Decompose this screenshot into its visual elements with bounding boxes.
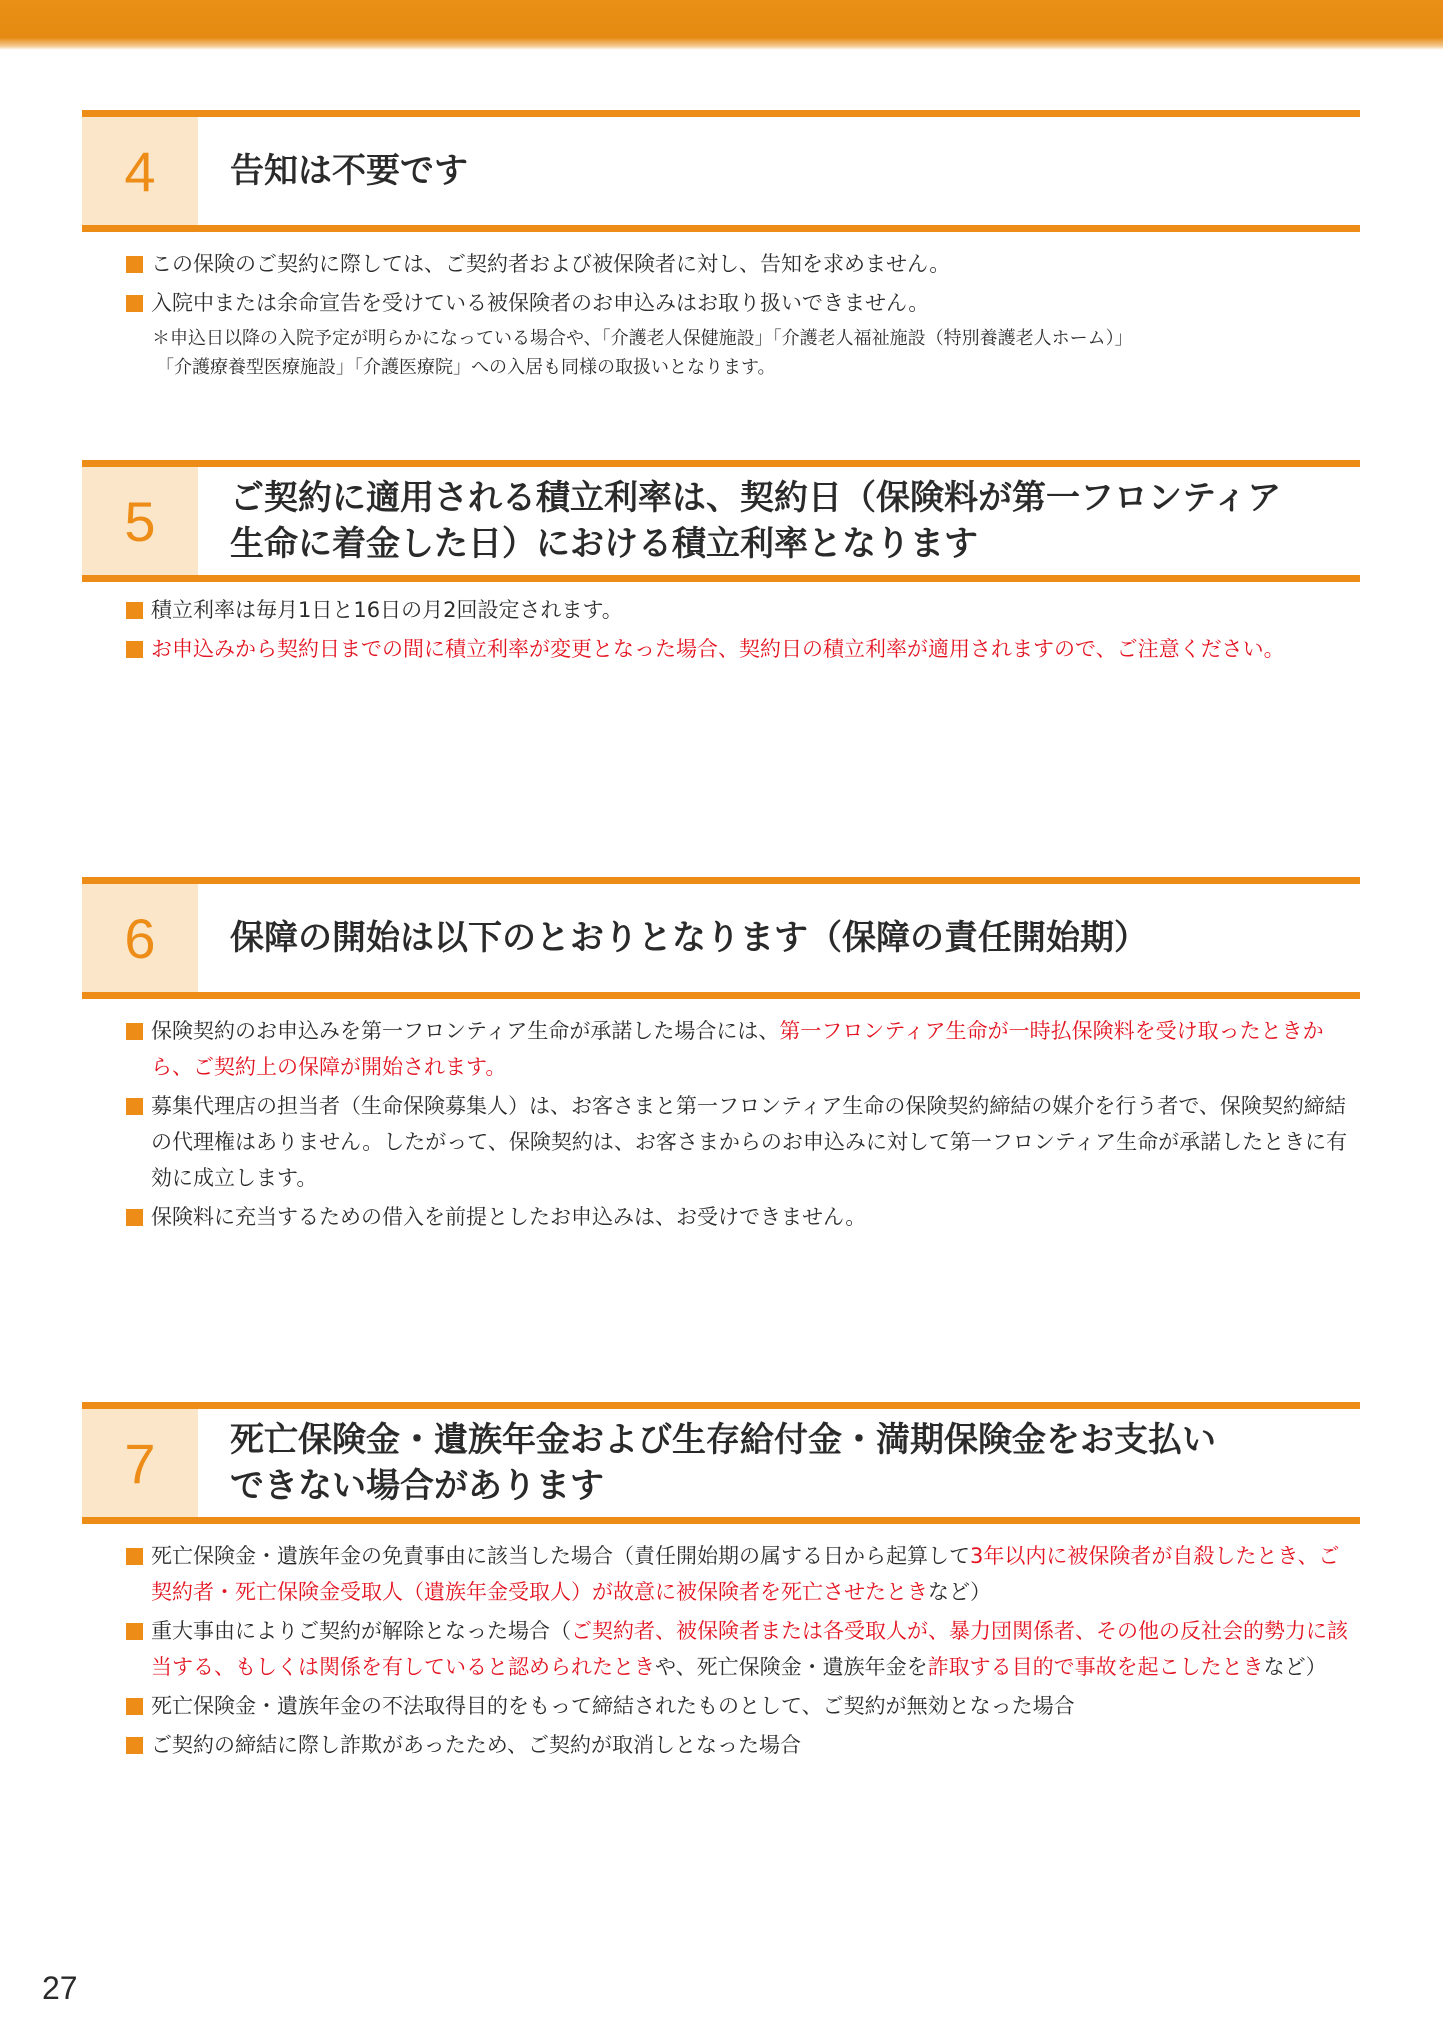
list-item: 保険料に充当するための借入を前提としたお申込みは、お受けできません。 — [82, 1199, 1360, 1235]
list-item: ご契約の締結に際し詐欺があったため、ご契約が取消しとなった場合 — [82, 1727, 1360, 1763]
section-number: 5 — [82, 467, 198, 575]
square-bullet-icon — [126, 295, 143, 312]
section-number: 7 — [82, 1409, 198, 1517]
page-number: 27 — [42, 1970, 78, 2006]
square-bullet-icon — [126, 641, 143, 658]
square-bullet-icon — [126, 1209, 143, 1226]
section-header — [82, 460, 1360, 582]
section-number: 6 — [82, 884, 198, 992]
section-5 — [82, 460, 1360, 670]
square-bullet-icon — [126, 602, 143, 619]
item-list — [82, 1013, 1360, 1235]
list-item: この保険のご契約に際しては、ご契約者および被保険者に対し、告知を求めません。 — [82, 246, 1360, 282]
section-header — [82, 110, 1360, 232]
section-header — [82, 877, 1360, 999]
section-title: ご契約に適用される積立利率は、契約日（保険料が第一フロンティア 生命に着金した日）における積立利率となります — [230, 478, 1282, 564]
section-title: 告知は不要です — [230, 151, 468, 191]
list-item: 入院中または余命宣告を受けている被保険者のお申込みはお取り扱いできません。 — [82, 285, 1360, 321]
section-title: 保障の開始は以下のとおりとなります（保障の責任開始期） — [230, 918, 1148, 958]
section-title: 死亡保険金・遺族年金および生存給付金・満期保険金をお支払い できない場合があります — [230, 1420, 1216, 1506]
square-bullet-icon — [126, 1737, 143, 1754]
section-4 — [82, 110, 1360, 382]
list-item: 死亡保険金・遺族年金の不法取得目的をもって締結されたものとして、ご契約が無効となった場合 — [82, 1688, 1360, 1724]
square-bullet-icon — [126, 1698, 143, 1715]
list-item: お申込みから契約日までの間に積立利率が変更となった場合、契約日の積立利率が適用されますので、ご注意ください。 — [82, 631, 1360, 667]
square-bullet-icon — [126, 256, 143, 273]
square-bullet-icon — [126, 1548, 143, 1565]
list-item: 重大事由によりご契約が解除となった場合（ご契約者、被保険者または各受取人が、暴力団関係者、その他の反社会的勢力に該当する、もしくは関係を有していると認められたときや、死亡保険金・遺族年金を詐取する目的で事故を起こしたときなど） — [82, 1613, 1360, 1685]
section-header — [82, 1402, 1360, 1524]
list-item: 死亡保険金・遺族年金の免責事由に該当した場合（責任開始期の属する日から起算して3年以内に被保険者が自殺したとき、ご契約者・死亡保険金受取人（遺族年金受取人）が故意に被保険者を死亡させたときなど） — [82, 1538, 1360, 1610]
square-bullet-icon — [126, 1623, 143, 1640]
list-item: 積立利率は毎月1日と16日の月2回設定されます。 — [82, 592, 1360, 628]
item-list — [82, 246, 1360, 382]
section-number: 4 — [82, 117, 198, 225]
top-banner — [0, 0, 1443, 50]
item-list — [82, 592, 1360, 667]
list-item: 保険契約のお申込みを第一フロンティア生命が承諾した場合には、第一フロンティア生命が一時払保険料を受け取ったときから、ご契約上の保障が開始されます。 — [82, 1013, 1360, 1085]
item-list — [82, 1538, 1360, 1763]
section-7 — [82, 1402, 1360, 1766]
footnote: ＊申込日以降の入院予定が明らかになっている場合や、「介護老人保健施設」「介護老人福祉施設（特別養護老人ホーム）」 「介護療養型医療施設」「介護医療院」への入居も同様の取扱いとなります。 — [152, 328, 1133, 378]
section-6 — [82, 877, 1360, 1238]
square-bullet-icon — [126, 1098, 143, 1115]
square-bullet-icon — [126, 1023, 143, 1040]
list-item: 募集代理店の担当者（生命保険募集人）は、お客さまと第一フロンティア生命の保険契約締結の媒介を行う者で、保険契約締結の代理権はありません。したがって、保険契約は、お客さまからのお申込みに対して第一フロンティア生命が承諾したときに有効に成立します。 — [82, 1088, 1360, 1196]
